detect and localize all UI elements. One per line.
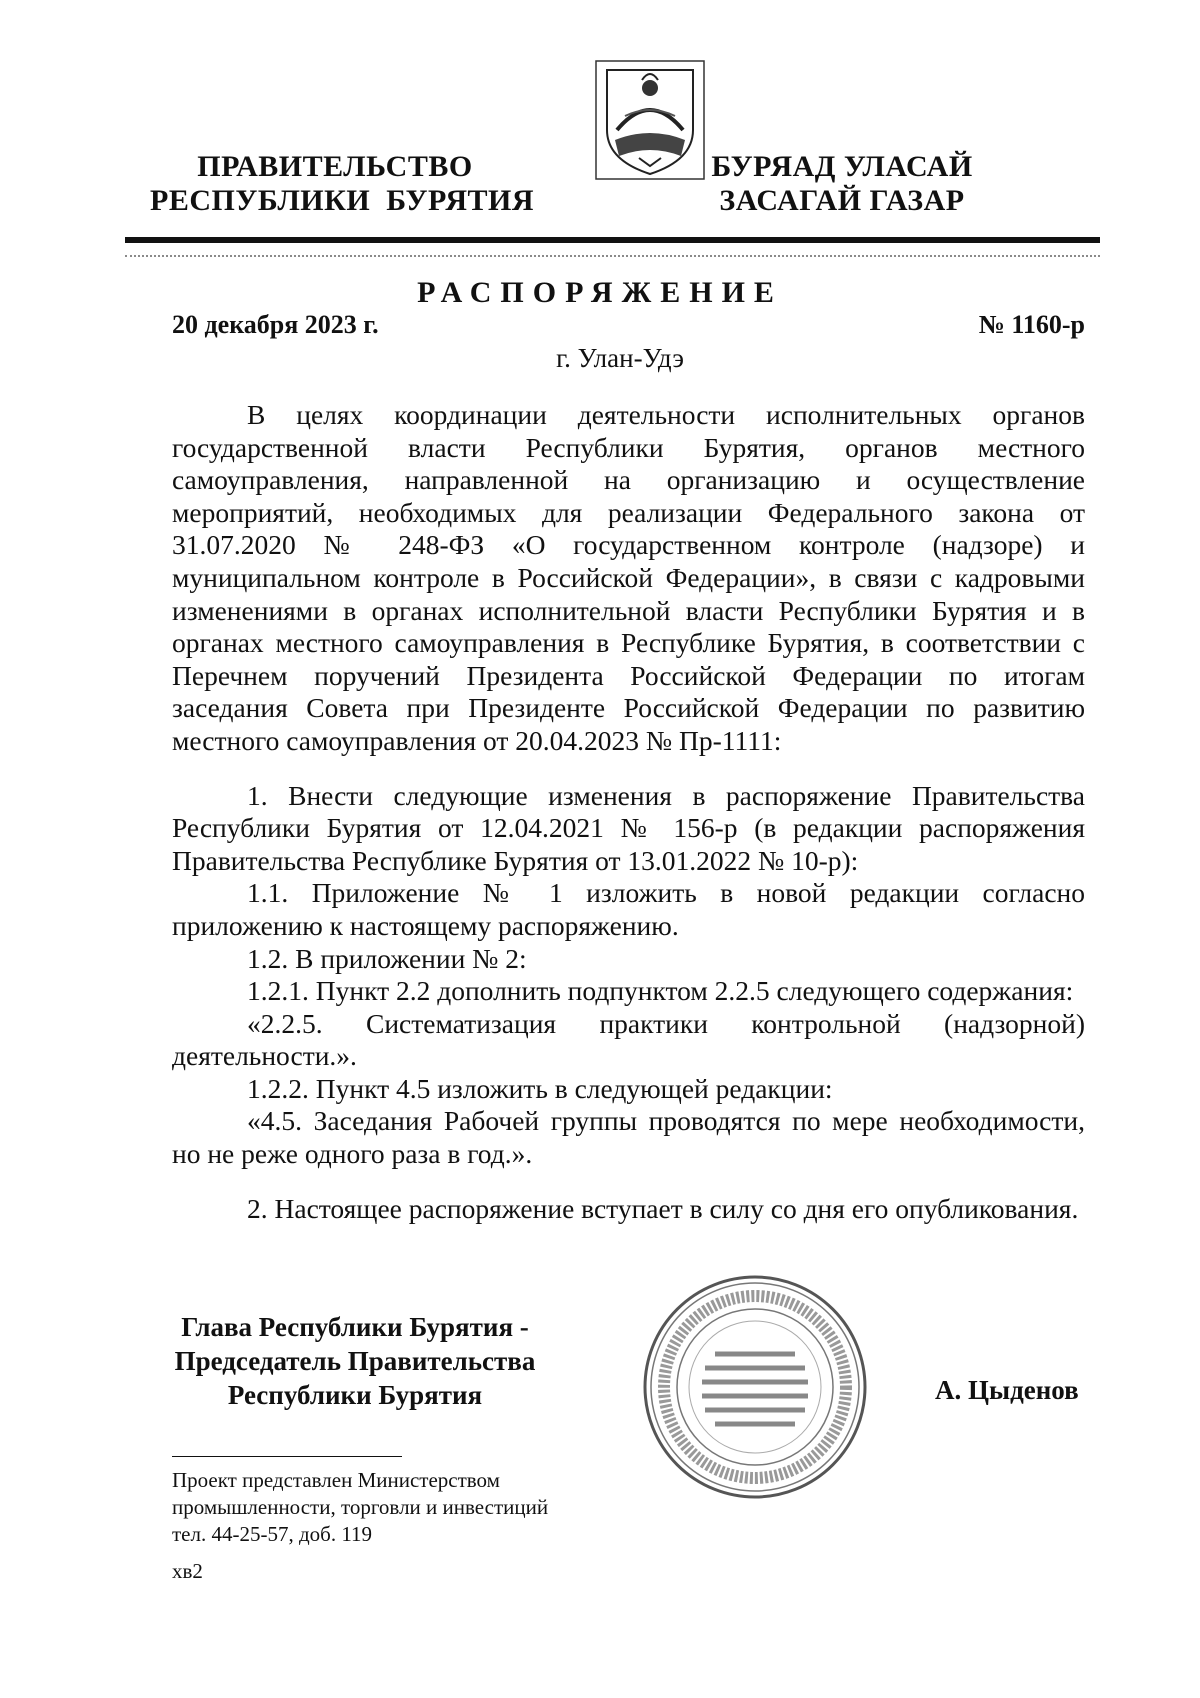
paragraph-1-2-1-quote: «2.2.5. Систематизация практики контрольной (надзорной) деятельности.». (172, 1007, 1085, 1072)
header-divider (125, 237, 1100, 243)
paragraph-1-2: 1.2. В приложении № 2: (247, 942, 527, 974)
buryatia-coat-of-arms-icon (595, 60, 705, 180)
preamble-paragraph: В целях координации деятельности исполнительных органов государственной власти Республики Бурятия, органов местного самоуправления, направленной на организацию и осуществление мероприятий, необходимых для реализации Федерального закона от 31.07.2020 № 248-ФЗ «О государственном контроле (надзоре) и муниципальном контроле в Российской Федерации», в связи с кадровыми изменениями в органах исполнительной власти Республики Бурятия и в органах местного самоуправления в Республике Бурятия, в соответствии с Перечнем поручений Президента Российской Федерации по итогам заседания Совета при Президенте Российской Федерации по развитию местного самоуправления от 20.04.2023 № Пр-1111: (172, 399, 1085, 756)
header-right-line2: ЗАСАГАЙ ГАЗАР (719, 184, 965, 217)
document-code: хв2 (172, 1559, 203, 1583)
footnote-line2: промышленности, торговли и инвестиций (172, 1495, 549, 1519)
header-left-line1: ПРАВИТЕЛЬСТВО (197, 150, 473, 183)
footnote-line1: Проект представлен Министерством (172, 1468, 500, 1492)
document-number: № 1160-р (978, 310, 1085, 339)
header-left-line2: РЕСПУБЛИКИ БУРЯТИЯ (150, 184, 535, 217)
document-city: г. Улан-Удэ (556, 343, 684, 373)
header-right (702, 150, 982, 218)
document-date: 20 декабря 2023 г. (172, 310, 379, 339)
signatory-position (150, 1310, 560, 1412)
signatory-name: А. Цыденов (935, 1375, 1079, 1405)
paragraph-1-2-2: 1.2.2. Пункт 4.5 изложить в следующей редакции: (247, 1072, 833, 1104)
signatory-position-line3: Республики Бурятия (227, 1380, 483, 1410)
paragraph-2: 2. Настоящее распоряжение вступает в силу со дня его опубликования. (247, 1192, 1079, 1224)
header-divider-thin (125, 255, 1100, 257)
footnote (172, 1467, 548, 1548)
paragraph-1-2-2-quote: «4.5. Заседания Рабочей группы проводятся по мере необходимости, но не реже одного раза в год.». (172, 1105, 1085, 1170)
signatory-position-line1: Глава Республики Бурятия - (181, 1312, 529, 1342)
header-right-line1: БУРЯАД УЛАСАЙ (711, 150, 973, 183)
footnote-line3: тел. 44-25-57, доб. 119 (172, 1522, 373, 1546)
paragraph-1: 1. Внести следующие изменения в распоряжение Правительства Республики Бурятия от 12.04.2021 № 156-р (в редакции распоряжения Правительства Республике Бурятия от 13.01.2022 № 10-р): (172, 779, 1085, 876)
header-left (150, 150, 535, 218)
footnote-divider (172, 1456, 402, 1457)
document-body (172, 399, 1085, 1225)
signatory-position-line2: Председатель Правительства (174, 1346, 536, 1376)
paragraph-1-1: 1.1. Приложение № 1 изложить в новой редакции согласно приложению к настоящему распоряжению. (172, 877, 1085, 941)
document-title: РАСПОРЯЖЕНИЕ (417, 276, 783, 309)
paragraph-1-2-1: 1.2.1. Пункт 2.2 дополнить подпунктом 2.2.5 следующего содержания: (247, 975, 1074, 1007)
official-round-stamp-icon (640, 1272, 870, 1502)
